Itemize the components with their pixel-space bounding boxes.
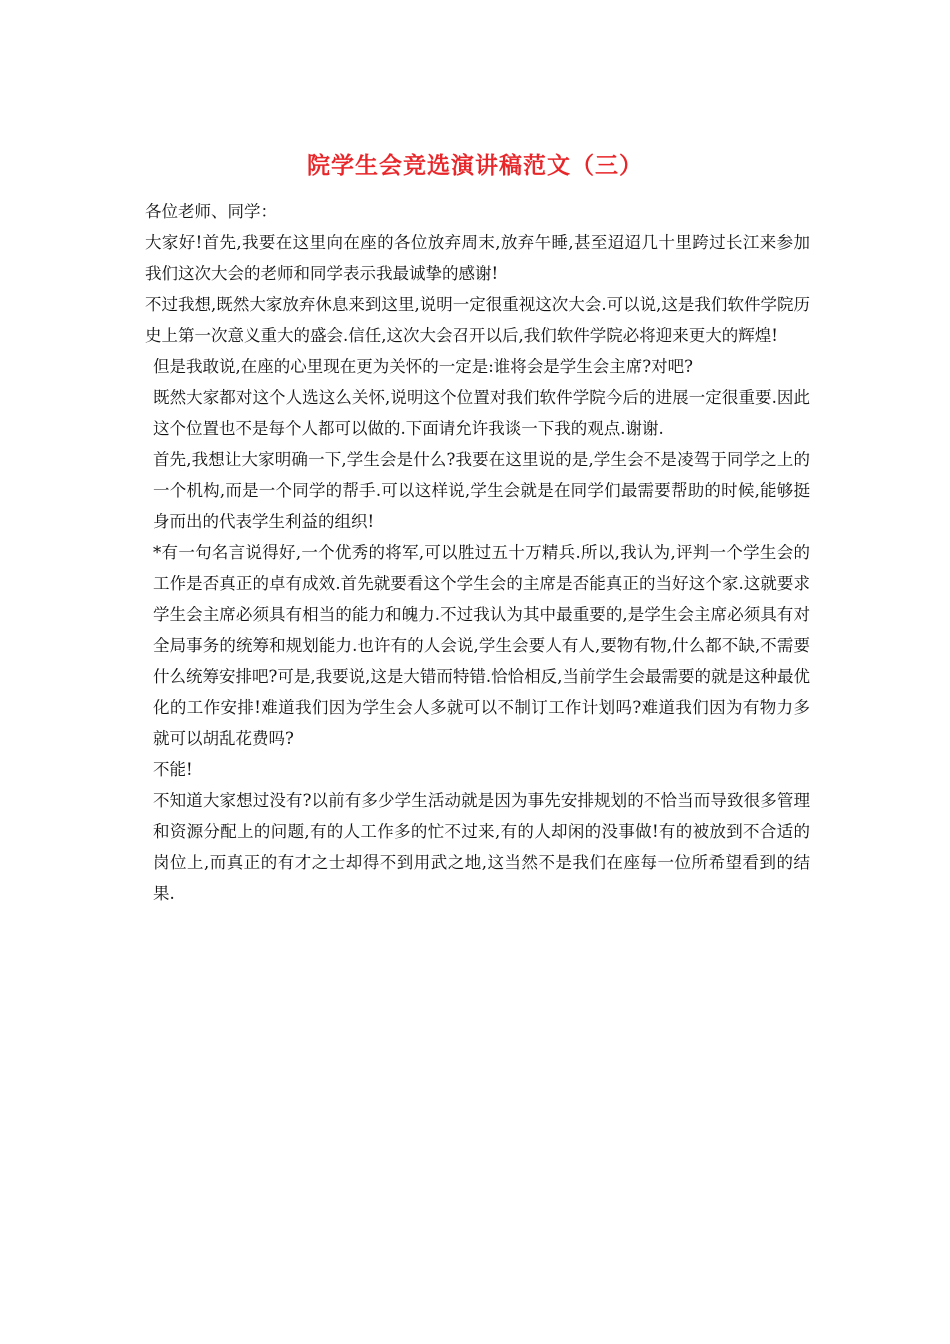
page-title: 院学生会竞选演讲稿范文（三） — [307, 152, 643, 179]
paragraph-question: 但是我敢说,在座的心里现在更为关怀的一定是:谁将会是学生会主席?对吧? — [153, 357, 693, 376]
document-body — [145, 196, 810, 909]
paragraph-problems: 不知道大家想过没有?以前有多少学生活动就是因为事先安排规划的不恰当而导致很多管理和资源分配上的问题,有的人工作多的忙不过来,有的人却闲的没事做!有的被放到不合适的岗位上,而真正的有才之士却得不到用武之地,这当然不是我们在座每一位所希望看到的结果. — [153, 791, 810, 903]
paragraph-position: 既然大家都对这个人选这么关怀,说明这个位置对我们软件学院今后的进展一定很重要.因此这个位置也不是每个人都可以做的.下面请允许我谈一下我的观点.谢谢. — [153, 388, 810, 438]
paragraph-greeting: 大家好!首先,我要在这里向在座的各位放弃周末,放弃午睡,甚至迢迢几十里跨过长江来参加我们这次大会的老师和同学表示我最诚挚的感谢! — [145, 233, 810, 283]
paragraph-answer: 不能! — [153, 760, 193, 779]
paragraph-leadership: *有一句名言说得好,一个优秀的将军,可以胜过五十万精兵.所以,我认为,评判一个学生会的工作是否真正的卓有成效.首先就要看这个学生会的主席是否能真正的当好这个家.这就要求学生会主席必须具有相当的能力和魄力.不过我认为其中最重要的,是学生会主席必须具有对全局事务的统筹和规划能力.也许有的人会说,学生会要人有人,要物有物,什么都不缺,不需要什么统筹安排吧?可是,我要说,这是大错而特错.恰恰相反,当前学生会最需要的就是这种最优化的工作安排!难道我们因为学生会人多就可以不制订工作计划吗?难道我们因为有物力多就可以胡乱花费吗? — [153, 543, 810, 748]
paragraph-importance: 不过我想,既然大家放弃休息来到这里,说明一定很重视这次大会.可以说,这是我们软件学院历史上第一次意义重大的盛会.信任,这次大会召开以后,我们软件学院必将迎来更大的辉煌! — [145, 295, 810, 345]
paragraph-definition: 首先,我想让大家明确一下,学生会是什么?我要在这里说的是,学生会不是凌驾于同学之上的一个机构,而是一个同学的帮手.可以这样说,学生会就是在同学们最需要帮助的时候,能够挺身而出的代表学生利益的组织! — [153, 450, 810, 531]
paragraph-salutation: 各位老师、同学： — [145, 202, 277, 221]
